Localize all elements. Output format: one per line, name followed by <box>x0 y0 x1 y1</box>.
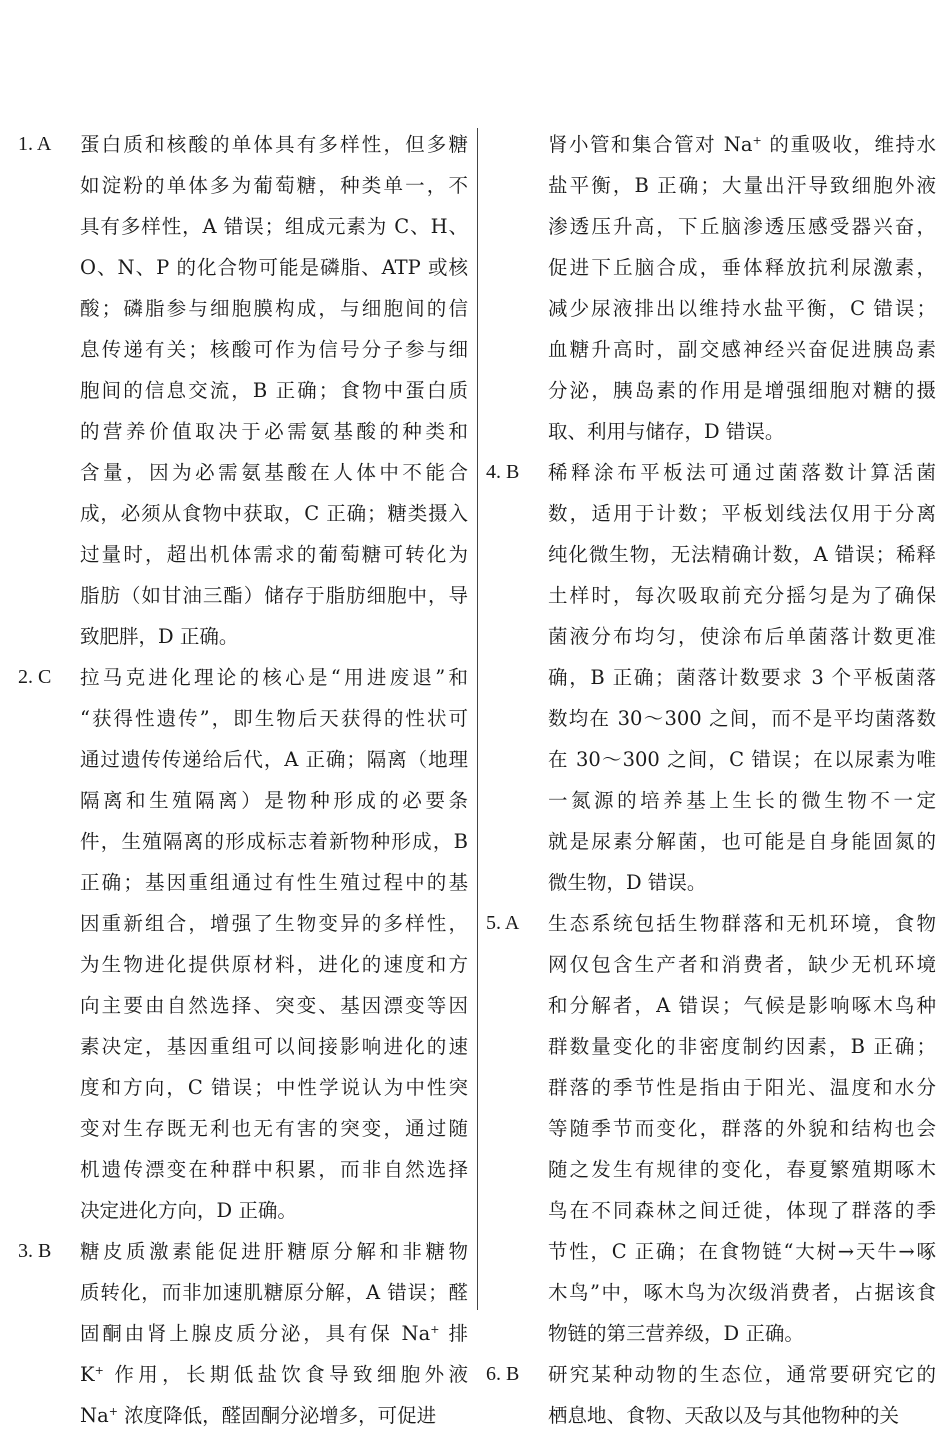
answer-item <box>486 1354 936 1436</box>
explanation-line: 向主要由自然选择、突变、基因漂变等因 <box>80 994 468 1017</box>
answer-explanation <box>548 124 936 452</box>
explanation-line: 木鸟”中，啄木鸟为次级消费者，占据该食 <box>548 1281 936 1304</box>
answer-explanation <box>80 657 468 1231</box>
explanation-line: 盐平衡，B 正确；大量出汗导致细胞外液 <box>548 174 936 197</box>
explanation-line: 促进下丘脑合成，垂体释放抗利尿激素， <box>548 256 936 279</box>
explanation-line: 度和方向，C 错误；中性学说认为中性突 <box>80 1076 468 1099</box>
answer-item <box>486 124 936 452</box>
answer-item <box>486 903 936 1354</box>
explanation-line: 素决定，基因重组可以间接影响进化的速 <box>80 1035 468 1058</box>
explanation-line: 息传递有关；核酸可作为信号分子参与细 <box>80 338 468 361</box>
explanation-line: 纯化微生物，无法精确计数，A 错误；稀释 <box>548 543 936 566</box>
answer-number: 3. B <box>18 1240 52 1262</box>
explanation-line: 过量时，超出机体需求的葡萄糖可转化为 <box>80 543 468 566</box>
explanation-line: 脂肪（如甘油三酯）储存于脂肪细胞中，导 <box>80 584 468 607</box>
explanation-line: 随之发生有规律的变化，春夏繁殖期啄木 <box>548 1158 936 1181</box>
explanation-line: 数均在 30～300 之间，而不是平均菌落数 <box>548 707 936 730</box>
explanation-line: O、N、P 的化合物可能是磷脂、ATP 或核 <box>80 256 468 279</box>
explanation-line: 在 30～300 之间，C 错误；在以尿素为唯 <box>548 748 936 771</box>
answer-item <box>18 657 468 1231</box>
explanation-line: 的营养价值取决于必需氨基酸的种类和 <box>80 420 468 443</box>
explanation-line: 如淀粉的单体多为葡萄糖，种类单一，不 <box>80 174 468 197</box>
explanation-line: 决定进化方向，D 正确。 <box>80 1199 297 1222</box>
explanation-line: 为生物进化提供原材料，进化的速度和方 <box>80 953 468 976</box>
answer-number: 5. A <box>486 912 520 934</box>
column-divider <box>477 128 478 1310</box>
explanation-line: 因重新组合，增强了生物变异的多样性， <box>80 912 468 935</box>
answer-explanation <box>548 903 936 1354</box>
explanation-line: 和分解者，A 错误；气候是影响啄木鸟种 <box>548 994 936 1017</box>
explanation-line: 蛋白质和核酸的单体具有多样性，但多糖 <box>80 133 468 156</box>
right-column <box>486 124 936 1436</box>
explanation-line: 群数量变化的非密度制约因素，B 正确； <box>548 1035 936 1058</box>
explanation-line: 就是尿素分解菌，也可能是自身能固氮的 <box>548 830 936 853</box>
answer-number: 6. B <box>486 1363 520 1385</box>
explanation-line: 等随季节而变化，群落的外貌和结构也会 <box>548 1117 936 1140</box>
explanation-line: 减少尿液排出以维持水盐平衡，C 错误； <box>548 297 936 320</box>
explanation-line: 物链的第三营养级，D 正确。 <box>548 1322 804 1345</box>
explanation-line: “获得性遗传”，即生物后天获得的性状可 <box>80 707 468 730</box>
explanation-line: 菌液分布均匀，使涂布后单菌落计数更准 <box>548 625 936 648</box>
explanation-line: 机遗传漂变在种群中积累，而非自然选择 <box>80 1158 468 1181</box>
answer-number: 1. A <box>18 133 52 155</box>
answer-explanation <box>80 1231 468 1436</box>
explanation-line: 生态系统包括生物群落和无机环境，食物 <box>548 912 936 935</box>
explanation-line: 肾小管和集合管对 Na+ 的重吸收，维持水 <box>548 133 936 156</box>
explanation-line: 鸟在不同森林之间迁徙，体现了群落的季 <box>548 1199 936 1222</box>
answer-item <box>18 1231 468 1436</box>
left-column <box>18 124 468 1436</box>
explanation-line: 变对生存既无利也无有害的突变，通过随 <box>80 1117 468 1140</box>
explanation-line: 群落的季节性是指由于阳光、温度和水分 <box>548 1076 936 1099</box>
explanation-line: Na+ 浓度降低，醛固酮分泌增多，可促进 <box>80 1404 437 1427</box>
answer-explanation <box>548 452 936 903</box>
explanation-line: 含量，因为必需氨基酸在人体中不能合 <box>80 461 468 484</box>
explanation-line: 件，生殖隔离的形成标志着新物种形成，B <box>80 830 468 853</box>
answer-number: 4. B <box>486 461 520 483</box>
explanation-line: 具有多样性，A 错误；组成元素为 C、H、 <box>80 215 468 238</box>
answer-item <box>18 124 468 657</box>
explanation-line: 确，B 正确；菌落计数要求 3 个平板菌落 <box>548 666 936 689</box>
explanation-line: 酸；磷脂参与细胞膜构成，与细胞间的信 <box>80 297 468 320</box>
explanation-line: 节性，C 正确；在食物链“大树→天牛→啄 <box>548 1240 936 1263</box>
explanation-line: 网仅包含生产者和消费者，缺少无机环境 <box>548 953 936 976</box>
explanation-line: 隔离和生殖隔离）是物种形成的必要条 <box>80 789 468 812</box>
explanation-line: 糖皮质激素能促进肝糖原分解和非糖物 <box>80 1240 468 1263</box>
explanation-line: 数，适用于计数；平板划线法仅用于分离 <box>548 502 936 525</box>
explanation-line: 一氮源的培养基上生长的微生物不一定 <box>548 789 936 812</box>
answer-item <box>486 452 936 903</box>
explanation-line: 取、利用与储存，D 错误。 <box>548 420 785 443</box>
explanation-line: 分泌，胰岛素的作用是增强细胞对糖的摄 <box>548 379 936 402</box>
explanation-line: 土样时，每次吸取前充分摇匀是为了确保 <box>548 584 936 607</box>
explanation-line: K+ 作用，长期低盐饮食导致细胞外液 <box>80 1363 468 1386</box>
explanation-line: 致肥胖，D 正确。 <box>80 625 239 648</box>
explanation-line: 渗透压升高，下丘脑渗透压感受器兴奋， <box>548 215 936 238</box>
explanation-line: 正确；基因重组通过有性生殖过程中的基 <box>80 871 468 894</box>
explanation-line: 微生物，D 错误。 <box>548 871 707 894</box>
explanation-line: 研究某种动物的生态位，通常要研究它的 <box>548 1363 936 1386</box>
explanation-line: 稀释涂布平板法可通过菌落数计算活菌 <box>548 461 936 484</box>
answer-explanation <box>80 124 468 657</box>
explanation-line: 质转化，而非加速肌糖原分解，A 错误；醛 <box>80 1281 468 1304</box>
explanation-line: 拉马克进化理论的核心是“用进废退”和 <box>80 666 468 689</box>
explanation-line: 血糖升高时，副交感神经兴奋促进胰岛素 <box>548 338 936 361</box>
explanation-line: 成，必须从食物中获取，C 正确；糖类摄入 <box>80 502 468 525</box>
answer-number: 2. C <box>18 666 52 688</box>
explanation-line: 栖息地、食物、天敌以及与其他物种的关 <box>548 1404 900 1427</box>
explanation-line: 胞间的信息交流，B 正确；食物中蛋白质 <box>80 379 468 402</box>
answer-explanation <box>548 1354 936 1436</box>
explanation-line: 通过遗传传递给后代，A 正确；隔离（地理 <box>80 748 468 771</box>
explanation-line: 固酮由肾上腺皮质分泌，具有保 Na+ 排 <box>80 1322 468 1345</box>
